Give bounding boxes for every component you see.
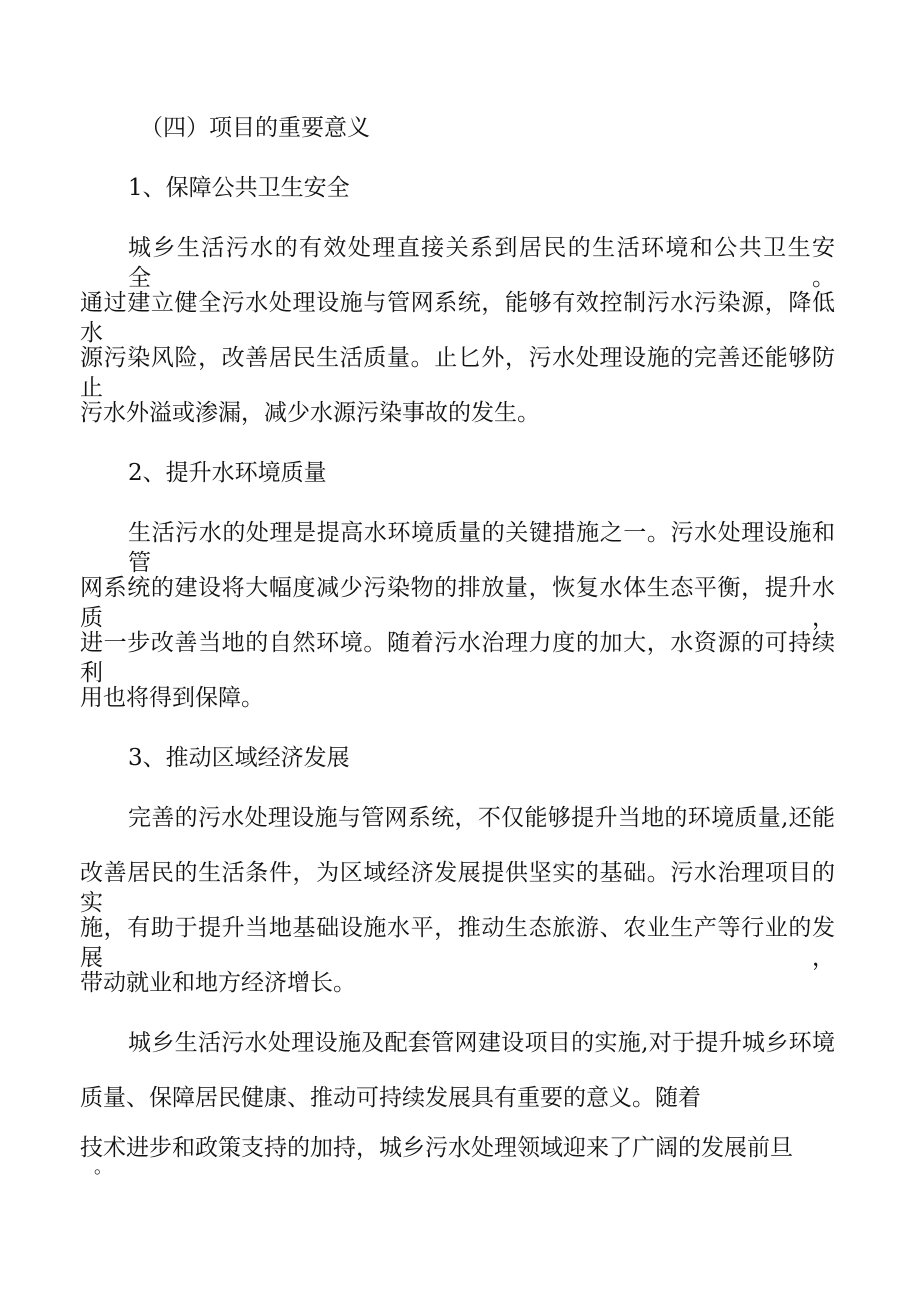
conclusion-line-3: 技术进步和政策支持的加持，城乡污水处理领域迎来了广阔的发展前旦 bbox=[80, 1135, 793, 1161]
section-title: （四）项目的重要意义 bbox=[140, 115, 370, 141]
subheading-2: 2、提升水环境质量 bbox=[128, 460, 327, 486]
paragraph-1-line-1: 城乡生活污水的有效处理直接关系到居民的生活环境和公共卫生安全。 bbox=[128, 235, 835, 291]
paragraph-3-line-2: 改善居民的生活条件，为区域经济发展提供坚实的基础。污水治理项目的实 bbox=[80, 860, 835, 916]
paragraph-1-line-3: 源污染风险，改善居民生活质量。止匕外，污水处理设施的完善还能够防止 bbox=[80, 345, 835, 401]
paragraph-2-line-2: 网系统的建设将大幅度减少污染物的排放量，恢复水体生态平衡，提升水质， bbox=[80, 575, 835, 631]
paragraph-1-line-2: 通过建立健全污水处理设施与管网系统，能够有效控制污水污染源，降低水 bbox=[80, 290, 835, 346]
conclusion-line-1: 城乡生活污水处理设施及配套管网建设项目的实施,对于提升城乡环境 bbox=[128, 1030, 835, 1056]
conclusion-line-2: 质量、保障居民健康、推动可持续发展具有重要的意义。随着 bbox=[80, 1085, 701, 1111]
subheading-1: 1、保障公共卫生安全 bbox=[128, 175, 350, 201]
conclusion-line-4: 。 bbox=[94, 1157, 112, 1178]
paragraph-3-line-4: 带动就业和地方经济增长。 bbox=[80, 970, 356, 996]
paragraph-3-line-3: 施，有助于提升当地基础设施水平，推动生态旅游、农业生产等行业的发展， bbox=[80, 915, 835, 971]
paragraph-3-line-1: 完善的污水处理设施与管网系统，不仅能够提升当地的环境质量,还能 bbox=[128, 805, 835, 831]
paragraph-2-line-4: 用也将得到保障。 bbox=[80, 685, 264, 711]
paragraph-1-line-4: 污水外溢或渗漏，减少水源污染事故的发生。 bbox=[80, 400, 540, 426]
subheading-3: 3、推动区域经济发展 bbox=[128, 745, 350, 771]
paragraph-2-line-1: 生活污水的处理是提高水环境质量的关键措施之一。污水处理设施和管 bbox=[128, 520, 835, 576]
paragraph-2-line-3: 进一步改善当地的自然环境。随着污水治理力度的加大，水资源的可持续利 bbox=[80, 630, 835, 686]
